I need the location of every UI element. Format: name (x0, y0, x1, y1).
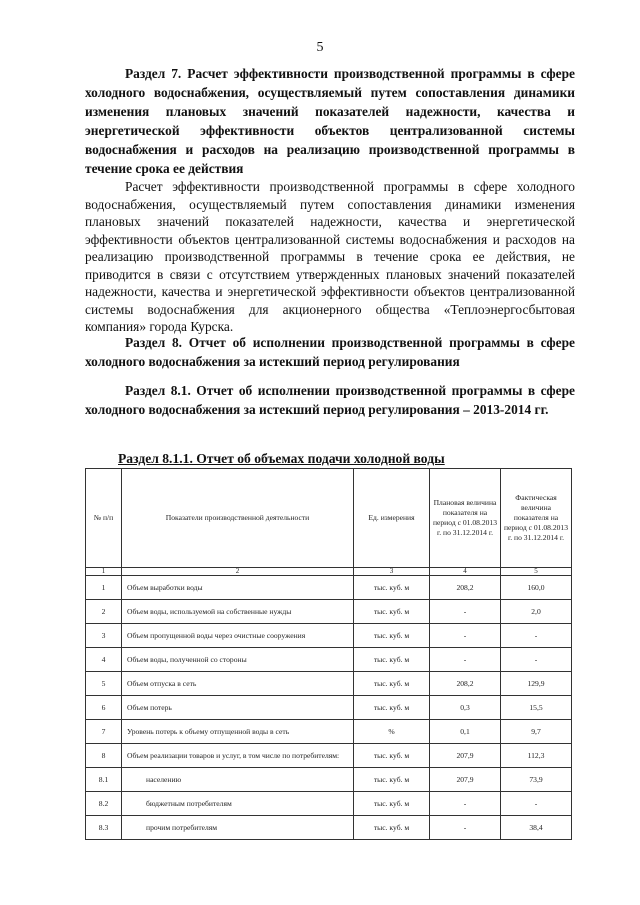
cell-fact: - (501, 624, 572, 648)
table-row (86, 816, 572, 840)
cell-num: 8 (86, 744, 122, 768)
column-index: 1 (86, 568, 122, 576)
table-header-row (86, 469, 572, 568)
cell-fact: 129,9 (501, 672, 572, 696)
cell-plan: - (430, 792, 501, 816)
cell-plan: 207,9 (430, 768, 501, 792)
cell-indicator: бюджетным потребителям (122, 792, 354, 816)
table-row (86, 624, 572, 648)
cell-num: 2 (86, 600, 122, 624)
cell-unit: тыс. куб. м (354, 696, 430, 720)
cell-plan: 208,2 (430, 576, 501, 600)
section-7-heading: Раздел 7. Расчет эффективности производственной программы в сфере холодного водоснабжения, осуществляемый путем сопоставления динамики изменения плановых значений показателей надежности, качества и энергетической эффективности объектов централизованной системы водоснабжения и расходов на реализацию производственной программы в течение срока ее действия (85, 66, 575, 176)
column-index: 2 (122, 568, 354, 576)
table-row (86, 600, 572, 624)
cell-unit: тыс. куб. м (354, 768, 430, 792)
cell-unit: % (354, 720, 430, 744)
header-indicator: Показатели производственной деятельности (122, 469, 354, 568)
cell-plan: 0,3 (430, 696, 501, 720)
cell-plan: 207,9 (430, 744, 501, 768)
cell-num: 4 (86, 648, 122, 672)
cell-unit: тыс. куб. м (354, 576, 430, 600)
cell-plan: 208,2 (430, 672, 501, 696)
cell-fact: 160,0 (501, 576, 572, 600)
cell-num: 6 (86, 696, 122, 720)
water-supply-table (85, 468, 572, 840)
cell-unit: тыс. куб. м (354, 624, 430, 648)
cell-fact: 112,3 (501, 744, 572, 768)
cell-unit: тыс. куб. м (354, 744, 430, 768)
cell-fact: 15,5 (501, 696, 572, 720)
cell-num: 7 (86, 720, 122, 744)
table-row (86, 768, 572, 792)
section-8-1-heading: Раздел 8.1. Отчет об исполнении производственной программы в сфере холодного водоснабжения за истекший период регулирования – 2013-2014 гг. (85, 383, 575, 417)
cell-indicator: Объем потерь (122, 696, 354, 720)
header-unit: Ед. измерения (354, 469, 430, 568)
cell-indicator: Объем отпуска в сеть (122, 672, 354, 696)
table-row (86, 792, 572, 816)
cell-unit: тыс. куб. м (354, 792, 430, 816)
cell-num: 8.3 (86, 816, 122, 840)
cell-indicator: Объем реализации товаров и услуг, в том числе по потребителям: (122, 744, 354, 768)
cell-indicator: прочим потребителям (122, 816, 354, 840)
cell-plan: - (430, 816, 501, 840)
section-8-heading: Раздел 8. Отчет об исполнении производственной программы в сфере холодного водоснабжения за истекший период регулирования (85, 335, 575, 369)
cell-indicator: Объем пропущенной воды через очистные сооружения (122, 624, 354, 648)
cell-plan: - (430, 648, 501, 672)
column-index-row (86, 568, 572, 576)
cell-indicator: населению (122, 768, 354, 792)
cell-num: 8.2 (86, 792, 122, 816)
table-row (86, 744, 572, 768)
cell-indicator: Объем выработки воды (122, 576, 354, 600)
section-7-paragraph: Расчет эффективности производственной программы в сфере холодного водоснабжения, осуществляемый путем сопоставления динамики изменения плановых значений показателей надежности, качества и энергетической эффективности объектов централизованной системы водоснабжения и расходов на реализацию производственной программы в течение срока ее действия, не приводится в связи с отсутствием утвержденных плановых значений показателей надежности, качества и энергетической эффективности объектов централизованной системы водоснабжения для акционерного общества «Теплоэнергосбытовая компания» города Курска. (85, 179, 575, 334)
table-row (86, 672, 572, 696)
cell-fact: 38,4 (501, 816, 572, 840)
header-fact: Фактическая величина показателя на период с 01.08.2013 г. по 31.12.2014 г. (501, 469, 572, 568)
cell-fact: 2,0 (501, 600, 572, 624)
table-row (86, 576, 572, 600)
cell-unit: тыс. куб. м (354, 600, 430, 624)
section-8-1-1-title: Раздел 8.1.1. Отчет об объемах подачи холодной воды (118, 451, 445, 466)
cell-plan: - (430, 600, 501, 624)
cell-unit: тыс. куб. м (354, 648, 430, 672)
cell-fact: - (501, 648, 572, 672)
table-row (86, 648, 572, 672)
cell-plan: - (430, 624, 501, 648)
cell-indicator: Объем воды, используемой на собственные нужды (122, 600, 354, 624)
cell-fact: 9,7 (501, 720, 572, 744)
cell-num: 8.1 (86, 768, 122, 792)
column-index: 5 (501, 568, 572, 576)
column-index: 4 (430, 568, 501, 576)
cell-num: 3 (86, 624, 122, 648)
cell-fact: - (501, 792, 572, 816)
cell-plan: 0,1 (430, 720, 501, 744)
page-number: 5 (316, 40, 324, 55)
header-num: № п/п (86, 469, 122, 568)
table-row (86, 720, 572, 744)
cell-num: 1 (86, 576, 122, 600)
cell-indicator: Уровень потерь к объему отпущенной воды в сеть (122, 720, 354, 744)
cell-fact: 73,9 (501, 768, 572, 792)
column-index: 3 (354, 568, 430, 576)
cell-unit: тыс. куб. м (354, 672, 430, 696)
header-plan: Плановая величина показателя на период с 01.08.2013 г. по 31.12.2014 г. (430, 469, 501, 568)
cell-unit: тыс. куб. м (354, 816, 430, 840)
table-row (86, 696, 572, 720)
cell-indicator: Объем воды, полученной со стороны (122, 648, 354, 672)
cell-num: 5 (86, 672, 122, 696)
